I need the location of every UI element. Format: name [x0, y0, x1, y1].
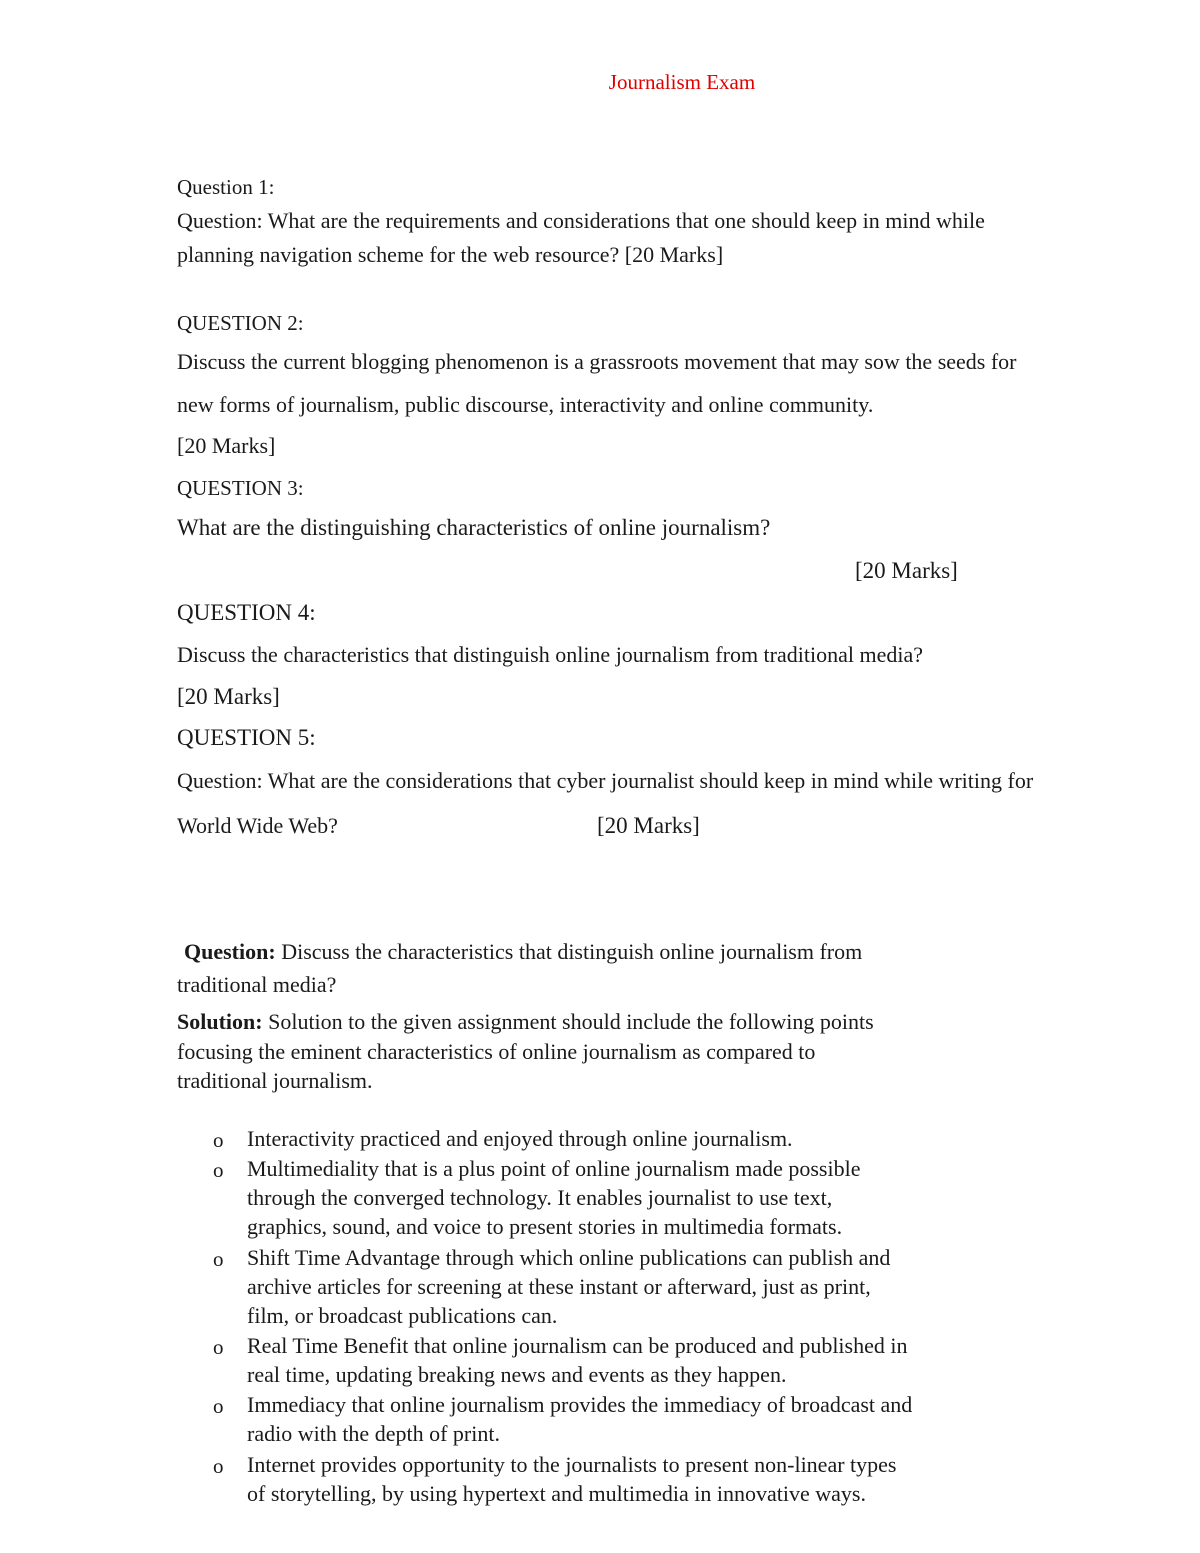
bullet-text — [247, 1154, 861, 1241]
question-2-text-line-2: new forms of journalism, public discourse, interactivity and online community. — [177, 392, 874, 417]
answer-question-text-1: Discuss the characteristics that distinguish online journalism from — [281, 939, 863, 964]
bullet-6-line-1: Internet provides opportunity to the journalists to present non-linear types — [247, 1452, 897, 1477]
bullet-4-line-2: real time, updating breaking news and events as they happen. — [247, 1362, 787, 1387]
bullet-4-line-1: Real Time Benefit that online journalism can be produced and published in — [247, 1333, 908, 1358]
solution-text-1: Solution to the given assignment should include the following points — [268, 1009, 874, 1034]
bullet-marker: o — [213, 1335, 224, 1359]
answer-question-text-2: traditional media? — [177, 972, 337, 997]
bullet-3-line-3: film, or broadcast publications can. — [247, 1303, 558, 1328]
question-4-marks: [20 Marks] — [177, 684, 280, 709]
bullet-5-line-2: radio with the depth of print. — [247, 1421, 500, 1446]
question-5-text-line-1: Question: What are the considerations that cyber journalist should keep in mind while writing for — [177, 768, 1034, 793]
question-3-text-line-1: What are the distinguishing characteristics of online journalism? — [177, 515, 771, 540]
question-3-marks: [20 Marks] — [855, 558, 958, 583]
bullet-text — [247, 1331, 907, 1389]
bullet-marker: o — [213, 1158, 224, 1182]
bullet-marker: o — [213, 1128, 224, 1152]
question-2-marks: [20 Marks] — [177, 433, 276, 458]
bullet-2-line-1: Multimediality that is a plus point of online journalism made possible — [247, 1156, 861, 1181]
solution-text-2: focusing the eminent characteristics of online journalism as compared to — [177, 1039, 816, 1064]
answer-question-line-1 — [184, 938, 862, 966]
bullet-text — [247, 1390, 912, 1448]
bullet-5-line-1: Immediacy that online journalism provides the immediacy of broadcast and — [247, 1392, 913, 1417]
question-4-heading: QUESTION 4: — [177, 600, 316, 625]
question-1-text-line-2: planning navigation scheme for the web resource? [20 Marks] — [177, 242, 724, 267]
bullet-6-line-2: of storytelling, by using hypertext and multimedia in innovative ways. — [247, 1481, 866, 1506]
question-5-heading: QUESTION 5: — [177, 725, 316, 750]
solution-text-3: traditional journalism. — [177, 1068, 373, 1093]
answer-question-label: Question: — [184, 939, 276, 964]
question-3-heading: QUESTION 3: — [177, 476, 304, 500]
bullet-marker: o — [213, 1247, 224, 1271]
bullet-text — [247, 1450, 896, 1508]
solution-line-1 — [177, 1008, 874, 1036]
solution-label: Solution: — [177, 1009, 263, 1034]
bullet-3-line-2: archive articles for screening at these instant or afterward, just as print, — [247, 1274, 871, 1299]
bullet-text — [247, 1243, 890, 1330]
bullet-1-line-1: Interactivity practiced and enjoyed through online journalism. — [247, 1126, 793, 1151]
bullet-2-line-3: graphics, sound, and voice to present stories in multimedia formats. — [247, 1214, 843, 1239]
bullet-marker: o — [213, 1454, 224, 1478]
question-2-text-line-1: Discuss the current blogging phenomenon is a grassroots movement that may sow the seeds for — [177, 349, 1017, 374]
question-1-heading: Question 1: — [177, 175, 275, 199]
bullet-marker: o — [213, 1394, 224, 1418]
bullet-3-line-1: Shift Time Advantage through which online publications can publish and — [247, 1245, 891, 1270]
bullet-text — [247, 1124, 793, 1153]
bullet-2-line-2: through the converged technology. It enables journalist to use text, — [247, 1185, 833, 1210]
question-2-heading: QUESTION 2: — [177, 311, 304, 335]
question-4-text-line-1: Discuss the characteristics that distinguish online journalism from traditional media? — [177, 642, 923, 667]
question-5-marks: [20 Marks] — [597, 813, 700, 838]
question-5-text-line-2: World Wide Web? — [177, 813, 338, 838]
question-1-text-line-1: Question: What are the requirements and considerations that one should keep in mind while — [177, 208, 985, 233]
document-title: Journalism Exam — [608, 70, 756, 94]
